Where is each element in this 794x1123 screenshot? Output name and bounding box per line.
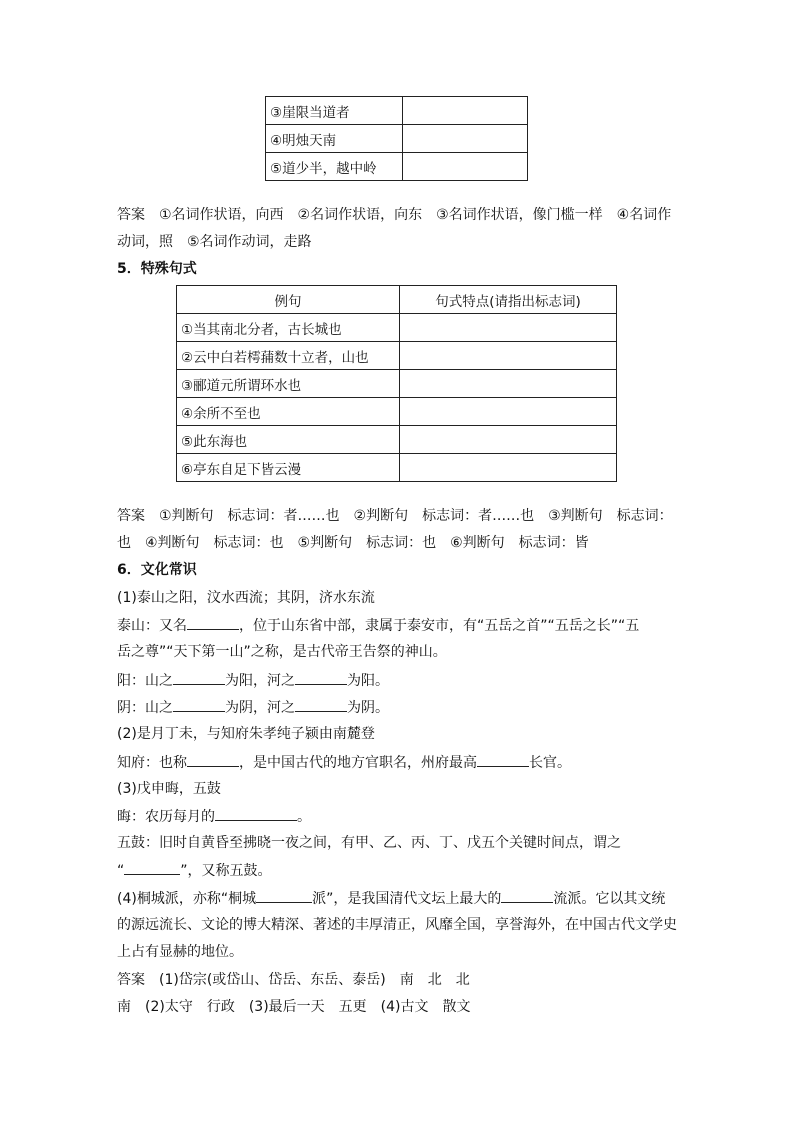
question-text (117, 752, 571, 773)
table-cell: ③崖限当道者 (266, 97, 403, 125)
table-row (177, 454, 617, 482)
table-cell: ③郦道元所谓环水也 (177, 370, 400, 398)
table-row (177, 342, 617, 370)
fill-blank (187, 752, 239, 767)
answer-line: 动词，照 ⑤名词作动词，走路 (117, 234, 312, 250)
question-text (117, 670, 389, 691)
fill-blank (477, 752, 529, 767)
question-text (117, 806, 311, 827)
question-text: 岳之尊”“天下第一山”之称，是古代帝王告祭的神山。 (117, 644, 447, 660)
answer-line: 南 (2)太守 行政 (3)最后一天 五更 (4)古文 散文 (117, 999, 471, 1015)
fill-blank (295, 697, 347, 712)
table-cell-empty (400, 314, 617, 342)
table-row (266, 97, 528, 125)
fill-blank (187, 615, 239, 630)
text-span: 为阳。 (347, 673, 389, 689)
question-text: 上占有显赫的地位。 (117, 944, 243, 960)
table-cell-empty (400, 342, 617, 370)
text-span: ，是中国古代的地方官职名，州府最高 (239, 755, 477, 771)
text-span: 知府：也称 (117, 755, 187, 771)
fill-blank (215, 806, 297, 821)
answer-line (117, 506, 673, 526)
table-row (177, 370, 617, 398)
text-span: 为阴，河之 (225, 700, 295, 716)
section-title: 5．特殊句式 (117, 261, 197, 277)
table-cell-empty (400, 370, 617, 398)
answer-line: 也 ④判断句 标志词：也 ⑤判断句 标志词：也 ⑥判断句 标志词：皆 (117, 535, 589, 551)
fill-blank (173, 697, 225, 712)
text-span: (4)桐城派，亦称“桐城 (117, 891, 257, 907)
rhetoric-table (265, 96, 528, 181)
table-cell-empty (400, 398, 617, 426)
table-row (177, 314, 617, 342)
question-text: 的源远流长、文论的博大精深、著述的丰厚清正，风靡全国，享誉海外，在中国古代文学史 (117, 917, 677, 933)
text-span: 为阳，河之 (225, 673, 295, 689)
table-cell: ⑤道少半，越中岭 (266, 153, 403, 181)
question-text (117, 697, 389, 718)
sentence-pattern-table (176, 285, 617, 482)
table-cell: ⑤此东海也 (177, 426, 400, 454)
table-row (177, 398, 617, 426)
table-row (266, 153, 528, 181)
text-span: 为阴。 (347, 700, 389, 716)
table-cell-empty (403, 153, 528, 181)
text-span: 阴：山之 (117, 700, 173, 716)
text-span: 晦：农历每月的 (117, 809, 215, 825)
fill-blank (124, 860, 180, 875)
table-cell: ⑥亭东自足下皆云漫 (177, 454, 400, 482)
table-cell: ②云中白若樗蒱数十立者，山也 (177, 342, 400, 370)
text-span: 泰山：又名 (117, 618, 187, 634)
table-header-row (177, 286, 617, 314)
column-header: 句式特点(请指出标志词) (400, 286, 617, 314)
text-span: 。 (297, 809, 311, 825)
table-row (177, 426, 617, 454)
column-header: 例句 (177, 286, 400, 314)
answer-text: ①名词作状语，向西 ②名词作状语，向东 ③名词作状语，像门槛一样 ④名词作 (159, 207, 672, 223)
table-cell-empty (403, 97, 528, 125)
question-text (117, 888, 665, 909)
fill-blank (173, 670, 225, 685)
text-span: 流派。它以其文统 (553, 891, 666, 907)
question-text: (2)是月丁未，与知府朱孝纯子颍由南麓登 (117, 726, 375, 742)
question-text: 五鼓：旧时自黄昏至拂晓一夜之间，有甲、乙、丙、丁、戊五个关键时间点，谓之 (117, 835, 621, 851)
table-cell-empty (403, 125, 528, 153)
text-span: 阳：山之 (117, 673, 173, 689)
answer-text: ①判断句 标志词：者……也 ②判断句 标志词：者……也 ③判断句 标志词： (159, 508, 673, 524)
answer-label: 答案 (117, 972, 145, 988)
table-cell-empty (400, 454, 617, 482)
table-cell: ①当其南北分者，古长城也 (177, 314, 400, 342)
text-span: 长官。 (529, 755, 571, 771)
answer-text: (1)岱宗(或岱山、岱岳、东岳、泰岳) 南 北 北 (159, 972, 470, 988)
text-span: 派”，是我国清代文坛上最大的 (312, 891, 502, 907)
answer-line (117, 205, 671, 225)
question-text (117, 860, 272, 881)
text-span: “ (117, 863, 125, 879)
table-cell: ④明烛天南 (266, 125, 403, 153)
answer-label: 答案 (117, 508, 145, 524)
table-cell-empty (400, 426, 617, 454)
question-text: (3)戊申晦，五鼓 (117, 781, 221, 797)
table-cell: ④余所不至也 (177, 398, 400, 426)
section-title: 6．文化常识 (117, 562, 197, 578)
fill-blank (256, 888, 312, 903)
text-span: ，位于山东省中部，隶属于泰安市，有“五岳之首”“五岳之长”“五 (239, 618, 640, 634)
table-row (266, 125, 528, 153)
fill-blank (295, 670, 347, 685)
text-span: ”，又称五鼓。 (180, 863, 272, 879)
question-text (117, 615, 639, 636)
fill-blank (501, 888, 553, 903)
question-text: (1)泰山之阳，汶水西流；其阴，济水东流 (117, 590, 375, 606)
answer-line (117, 970, 470, 990)
answer-label: 答案 (117, 207, 145, 223)
